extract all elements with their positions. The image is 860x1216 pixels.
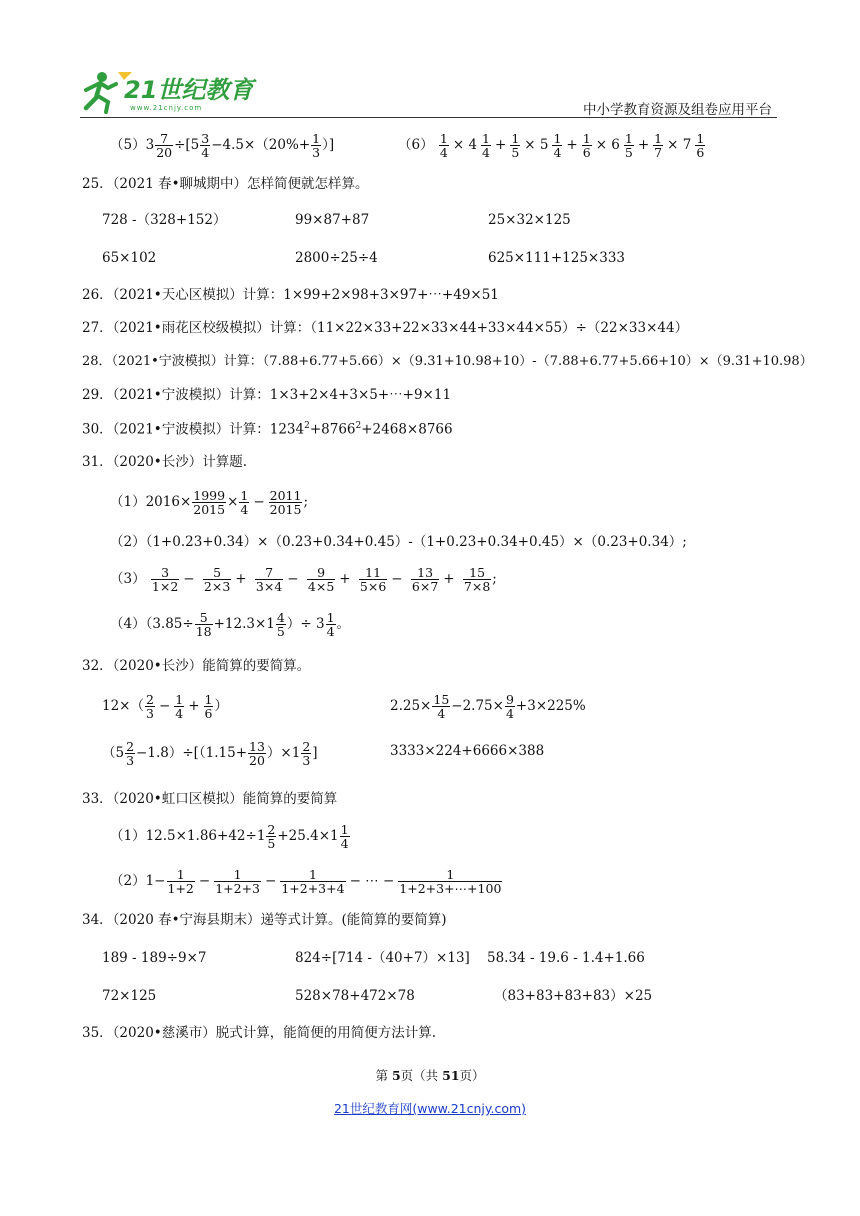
- q31-part2: （2）（1+0.23+0.34）×（0.23+0.34+0.45）-（1+0.23+0.34+0.45）×（0.23+0.34）;: [110, 534, 687, 550]
- logo: [80, 68, 270, 114]
- q25-title: 25．（2021 春•聊城期中）怎样简便就怎样算。: [82, 176, 369, 192]
- q25-expr: 99×87+87: [295, 212, 370, 228]
- page-number: 第 5页（共 51页）: [375, 1068, 485, 1083]
- q31-part4: （4）（3.85÷ $\frac{5}{18}$ +12.3×1 $\frac{4}{5}$ ）÷ 3 $\frac{1}{4}$ 。: [110, 610, 351, 639]
- q32-expr-a: 12×（ $\frac{2}{3}$ − $\frac{1}{4}$ + $\frac{1}{6}$ ）: [102, 692, 228, 721]
- q34-expr: 72×125: [102, 988, 157, 1004]
- q25-expr: 625×111+125×333: [488, 250, 626, 266]
- q27: 27．（2021•雨花区校级模拟）计算：（11×22×33+22×33×44+33×44×55）÷（22×33×44）: [82, 320, 689, 336]
- q34-expr: 528×78+472×78: [295, 988, 415, 1004]
- header-divider: [80, 117, 777, 118]
- q33-part1: （1）12.5×1.86+42÷1 $\frac{2}{5}$ +25.4×1 $\frac{1}{4}$: [110, 822, 349, 851]
- q28: 28．（2021•宁波模拟）计算：（7.88+6.77+5.66）×（9.31+10.98+10）-（7.88+6.77+5.66+10）×（9.31+10.98）: [82, 354, 813, 369]
- q33-part2: （2）1− $\frac{1}{1+2}$ − $\frac{1}{1+2+3}$ − $\frac{1}{1+2+3+4}$ − ⋯ − $\frac{1}{1+2+3+\cdots+100}$: [110, 867, 502, 896]
- q34-expr: 58.34 - 19.6 - 1.4+1.66: [487, 950, 645, 966]
- q25-expr: 65×102: [102, 250, 157, 266]
- q34-expr: 189 - 189÷9×7: [102, 950, 207, 966]
- q26: 26．（2021•天心区模拟）计算：1×99+2×98+3×97+⋯+49×51: [82, 287, 499, 303]
- q29: 29．（2021•宁波模拟）计算：1×3+2×4+3×5+⋯+9×11: [82, 387, 452, 403]
- q31-part1: （1）2016× $\frac{1999}{2015}$ × $\frac{1}{4}$ − $\frac{2011}{2015}$ ;: [110, 488, 309, 517]
- q32-expr-b: 2.25× $\frac{15}{4}$ −2.75× $\frac{9}{4}$ +3×225%: [390, 692, 586, 721]
- item-5: （5）3 $\frac{7}{20}$ ÷[5 $\frac{3}{4}$ −4.5×（20%+ $\frac{1}{3}$ ）]: [110, 131, 335, 160]
- q33-title: 33．（2020•虹口区模拟）能简算的要简算: [82, 791, 338, 807]
- item-6: （6） $\frac{1}{4}$ × 4 $\frac{1}{4}$ + $\frac{1}{5}$ × 5 $\frac{1}{4}$ + $\frac{1}{6}$ × 6 $\frac{1}{5}$ + $\frac{1}{7}$ × 7 $\frac{1}{6}$: [398, 131, 705, 160]
- q31-part3: （3） $\frac{3}{1\times 2}$ − $\frac{5}{2\times 3}$ + $\frac{7}{3\times 4}$ − $\frac{9}{4\times 5}$ + $\frac{11}{5\times 6}$ − $\frac{13}{6\times 7}$ + $\frac{15}{7\times 8}$ ;: [110, 565, 497, 594]
- q25-expr: 728 -（328+152）: [102, 212, 227, 228]
- q25-expr: 2800÷25÷4: [295, 250, 378, 266]
- q34-expr: （83+83+83+83）×25: [494, 988, 653, 1004]
- q31-title: 31．（2020•长沙）计算题.: [82, 454, 248, 470]
- q32-expr-d: 3333×224+6666×388: [390, 743, 545, 759]
- q32-expr-c: （5 $\frac{2}{3}$ −1.8）÷[（1.15+ $\frac{13}{20}$ ）×1 $\frac{2}{3}$ ]: [102, 739, 318, 768]
- q34-title: 34．（2020 春•宁海县期末）递等式计算。(能简算的要简算): [82, 912, 447, 928]
- q32-title: 32．（2020•长沙）能简算的要简算。: [82, 658, 311, 674]
- footer-link-row: [0, 1099, 860, 1117]
- q30: 30．（2021•宁波模拟）计算：$1234^2+8766^2+2468\times 8766$: [82, 421, 453, 438]
- q25-expr: 25×32×125: [488, 212, 571, 228]
- logo-url: www.21cnjy.com: [130, 104, 203, 112]
- platform-name: 中小学教育资源及组卷应用平台: [583, 102, 772, 118]
- q34-expr: 824÷[714 -（40+7）×13]: [295, 950, 470, 966]
- logo-text: 21世纪教育: [124, 76, 254, 104]
- site-link[interactable]: 21世纪教育网(www.21cnjy.com): [333, 1101, 527, 1116]
- q35: 35．（2020•慈溪市）脱式计算，能简便的用简便方法计算.: [82, 1025, 437, 1041]
